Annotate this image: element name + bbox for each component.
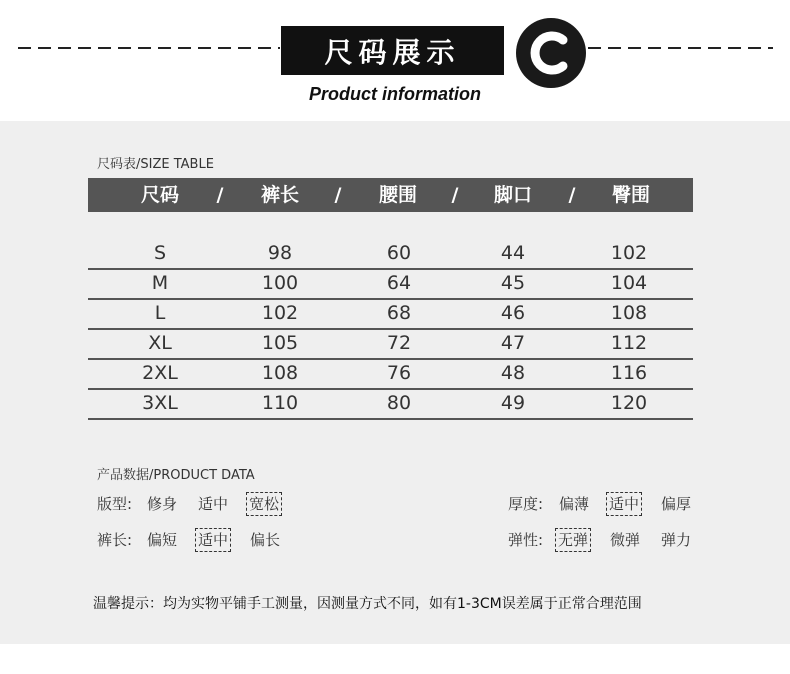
thickness-option-thick: 偏厚 [661, 495, 692, 513]
thickness-option-regular-selected: 适中 [606, 492, 642, 516]
table-row [88, 298, 693, 330]
length-option-short: 偏短 [147, 531, 178, 549]
column-separator: / [568, 184, 576, 206]
cell-hip: 108 [610, 302, 648, 324]
page-subtitle: Product information [309, 84, 481, 104]
elasticity-label: 弹性: [508, 531, 544, 549]
cell-hem: 47 [500, 332, 526, 354]
cell-hem: 44 [500, 242, 526, 264]
table-row [88, 388, 693, 420]
size-table-label: 尺码表/SIZE TABLE [97, 157, 214, 172]
cell-length: 105 [261, 332, 299, 354]
cell-length: 100 [261, 272, 299, 294]
cell-waist: 72 [386, 332, 412, 354]
fit-label: 版型: [97, 495, 133, 513]
length-option-regular-selected: 适中 [195, 528, 231, 552]
size-table-header [88, 178, 693, 212]
cell-hip: 112 [610, 332, 648, 354]
cell-size: S [153, 242, 167, 264]
cell-size: L [154, 302, 166, 324]
column-header-length: 裤长 [260, 184, 300, 206]
cell-hip: 116 [610, 362, 648, 384]
cell-hip: 102 [610, 242, 648, 264]
length-label: 裤长: [97, 531, 133, 549]
thickness-option-thin: 偏薄 [559, 495, 590, 513]
cell-waist: 68 [386, 302, 412, 324]
table-row [88, 238, 693, 270]
cell-length: 110 [261, 392, 299, 414]
column-header-separator: / [451, 184, 459, 206]
fit-option-regular: 适中 [198, 495, 229, 513]
cell-length: 98 [267, 242, 293, 264]
cell-waist: 80 [386, 392, 412, 414]
page-title-text: 尺码展示 [324, 35, 461, 69]
cell-hem: 48 [500, 362, 526, 384]
column-header-waist: 腰围 [378, 184, 418, 206]
elasticity-option-stretch: 弹力 [661, 531, 692, 549]
column-header-hip: 臀围 [611, 184, 651, 206]
cell-length: 108 [261, 362, 299, 384]
logo-c-icon [523, 25, 579, 81]
elasticity-option-slight: 微弹 [610, 531, 641, 549]
length-option-long: 偏长 [250, 531, 281, 549]
cell-waist: 76 [386, 362, 412, 384]
cell-waist: 64 [386, 272, 412, 294]
header-dashed-line-right [588, 47, 773, 49]
table-row [88, 268, 693, 300]
elasticity-option-none-selected: 无弹 [555, 528, 591, 552]
cell-size: 3XL [142, 392, 178, 414]
cell-size: XL [148, 332, 172, 354]
header-dashed-line-left [18, 47, 280, 49]
cell-waist: 60 [386, 242, 412, 264]
brand-logo-icon [516, 18, 586, 88]
fit-option-slim: 修身 [147, 495, 178, 513]
cell-length: 102 [261, 302, 299, 324]
page-title [281, 26, 504, 75]
cell-size: M [151, 272, 169, 294]
column-header-hem: 脚口 [493, 184, 533, 206]
table-row [88, 328, 693, 360]
fit-option-loose-selected: 宽松 [246, 492, 282, 516]
column-header-size: 尺码 [140, 184, 180, 206]
thickness-label: 厚度: [508, 495, 544, 513]
measurement-note: 温馨提示：均为实物平铺手工测量，因测量方式不同，如有1-3CM误差属于正常合理范围 [93, 596, 642, 612]
cell-hem: 49 [500, 392, 526, 414]
cell-size: 2XL [142, 362, 178, 384]
table-row [88, 358, 693, 390]
product-data-label: 产品数据/PRODUCT DATA [97, 468, 255, 483]
column-separator: / [334, 184, 342, 206]
cell-hip: 104 [610, 272, 648, 294]
cell-hem: 45 [500, 272, 526, 294]
column-separator: / [216, 184, 224, 206]
cell-hip: 120 [610, 392, 648, 414]
cell-hem: 46 [500, 302, 526, 324]
